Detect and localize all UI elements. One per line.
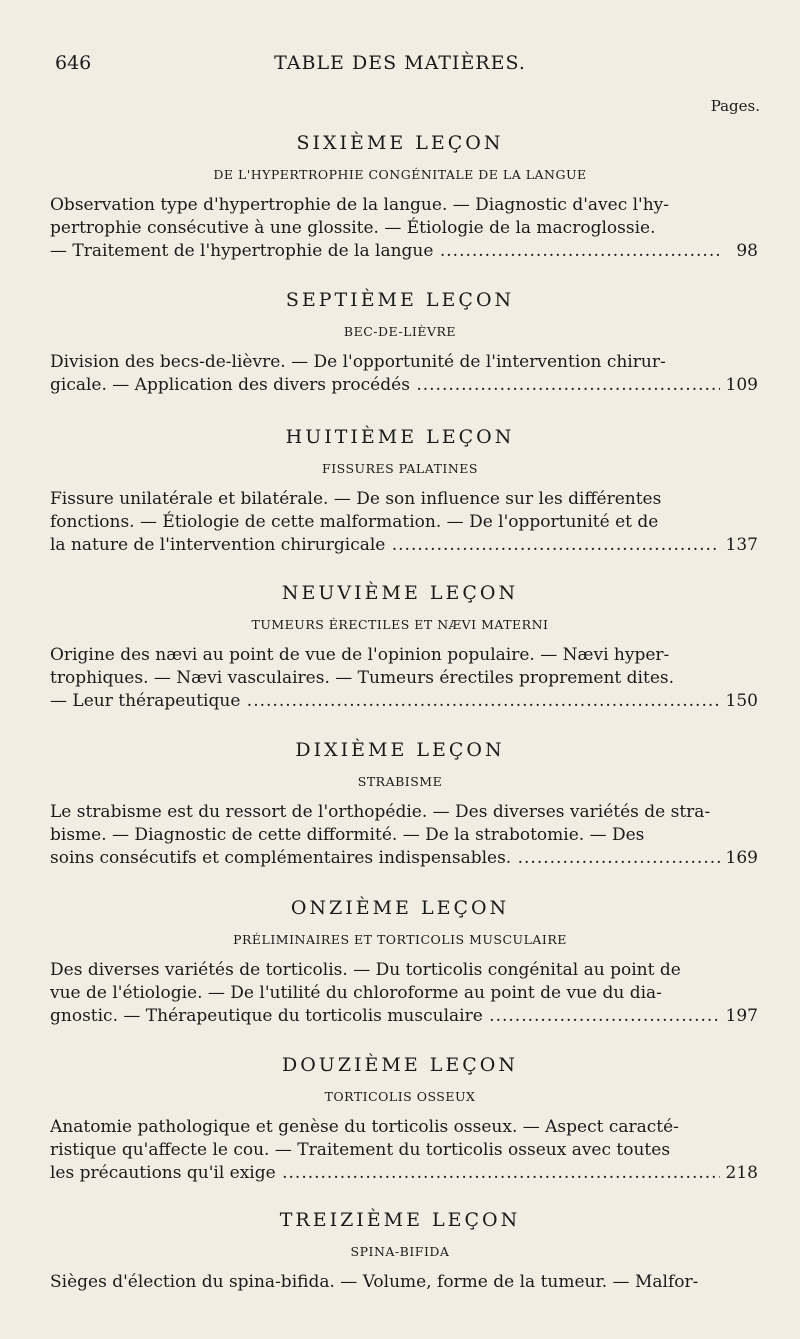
toc-entry-line: — Traitement de l'hypertrophie de la langue ..... <box>50 240 720 263</box>
lecon-title: SIXIÈME LEÇON <box>296 132 504 154</box>
toc-entry-line: Origine des nævi au point de vue de l'opinion populaire. — Nævi hyper- <box>50 645 670 665</box>
toc-page-number: 218 <box>725 1163 758 1183</box>
lecon-title: DOUZIÈME LEÇON <box>282 1054 518 1076</box>
lecon-subtitle: TORTICOLIS OSSEUX <box>324 1089 476 1104</box>
toc-entry-line: — Leur thérapeutique ..... <box>50 690 720 713</box>
toc-section <box>0 128 800 263</box>
toc-section <box>0 422 800 557</box>
toc-entry-line: trophiques. — Nævi vasculaires. — Tumeurs érectiles proprement dites. <box>50 668 675 688</box>
toc-section <box>0 893 800 1028</box>
toc-section <box>0 1205 800 1294</box>
lecon-subtitle: DE L'HYPERTROPHIE CONGÉNITALE DE LA LANGUE <box>213 167 587 182</box>
lecon-subtitle: PRÉLIMINAIRES ET TORTICOLIS MUSCULAIRE <box>233 932 567 947</box>
lecon-title: SEPTIÈME LEÇON <box>285 289 515 311</box>
lecon-subtitle: BEC-DE-LIÈVRE <box>343 324 457 339</box>
toc-entry-line: soins consécutifs et complémentaires indispensables. ..... <box>50 847 720 870</box>
toc-entry-line: gnostic. — Thérapeutique du torticolis musculaire ..... <box>50 1005 720 1028</box>
lecon-subtitle: STRABISME <box>357 774 443 789</box>
toc-entry-line: pertrophie consécutive à une glossite. — Étiologie de la macroglossie. <box>50 218 656 238</box>
toc-section <box>0 1050 800 1185</box>
toc-entry-line: Anatomie pathologique et genèse du torticolis osseux. — Aspect caracté- <box>50 1117 679 1137</box>
toc-entry-line: ristique qu'affecte le cou. — Traitement du torticolis osseux avec toutes <box>50 1140 671 1160</box>
lecon-title: NEUVIÈME LEÇON <box>281 582 519 604</box>
toc-entry-line: Le strabisme est du ressort de l'orthopédie. — Des diverses variétés de stra- <box>50 802 711 822</box>
toc-entry-line: Observation type d'hypertrophie de la langue. — Diagnostic d'avec l'hy- <box>50 195 670 215</box>
toc-page-number: 169 <box>725 848 758 868</box>
toc-entry <box>50 194 758 263</box>
toc-entry <box>50 959 758 1028</box>
toc-page-number: 137 <box>725 535 758 555</box>
toc-section <box>0 578 800 713</box>
toc-entry-line: gicale. — Application des divers procédés ..... <box>50 374 720 397</box>
toc-entry-line: bisme. — Diagnostic de cette difformité. — De la strabotomie. — Des <box>50 825 645 845</box>
toc-entry <box>50 801 758 870</box>
pages-column-label: Pages. <box>710 97 760 115</box>
page-number: 646 <box>55 52 92 74</box>
lecon-title: HUITIÈME LEÇON <box>285 426 515 448</box>
toc-entry-line: les précautions qu'il exige ..... <box>50 1162 720 1185</box>
running-title: TABLE DES MATIÈRES. <box>274 52 526 74</box>
toc-page-number: 197 <box>725 1006 758 1026</box>
toc-entry-line: fonctions. — Étiologie de cette malformation. — De l'opportunité et de <box>50 512 659 532</box>
lecon-title: TREIZIÈME LEÇON <box>279 1209 521 1231</box>
toc-page-number: 98 <box>736 241 758 261</box>
lecon-subtitle: SPINA-BIFIDA <box>350 1244 450 1259</box>
lecon-subtitle: TUMEURS ÉRECTILES ET NÆVI MATERNI <box>251 617 549 632</box>
toc-entry <box>50 1271 720 1294</box>
toc-entry-line: Des diverses variétés de torticolis. — Du torticolis congénital au point de <box>50 960 681 980</box>
toc-entry <box>50 644 758 713</box>
toc-entry-line: Fissure unilatérale et bilatérale. — De son influence sur les différentes <box>50 489 662 509</box>
toc-section <box>0 735 800 870</box>
toc-entry <box>50 488 758 557</box>
toc-page-number: 150 <box>725 691 758 711</box>
toc-entry-line: la nature de l'intervention chirurgicale ..... <box>50 534 720 557</box>
toc-page-number: 109 <box>725 375 758 395</box>
lecon-subtitle: FISSURES PALATINES <box>322 461 478 476</box>
toc-entry-line: Division des becs-de-lièvre. — De l'opportunité de l'intervention chirur- <box>50 352 666 372</box>
toc-entry <box>50 351 758 397</box>
toc-section <box>0 285 800 397</box>
toc-entry <box>50 1116 758 1185</box>
page-header <box>0 52 800 82</box>
lecon-title: ONZIÈME LEÇON <box>290 897 510 919</box>
toc-entry-line: Sièges d'élection du spina-bifida. — Volume, forme de la tumeur. — Malfor- <box>50 1272 699 1292</box>
toc-entry-line: vue de l'étiologie. — De l'utilité du chloroforme au point de vue du dia- <box>50 983 662 1003</box>
lecon-title: DIXIÈME LEÇON <box>295 739 505 761</box>
